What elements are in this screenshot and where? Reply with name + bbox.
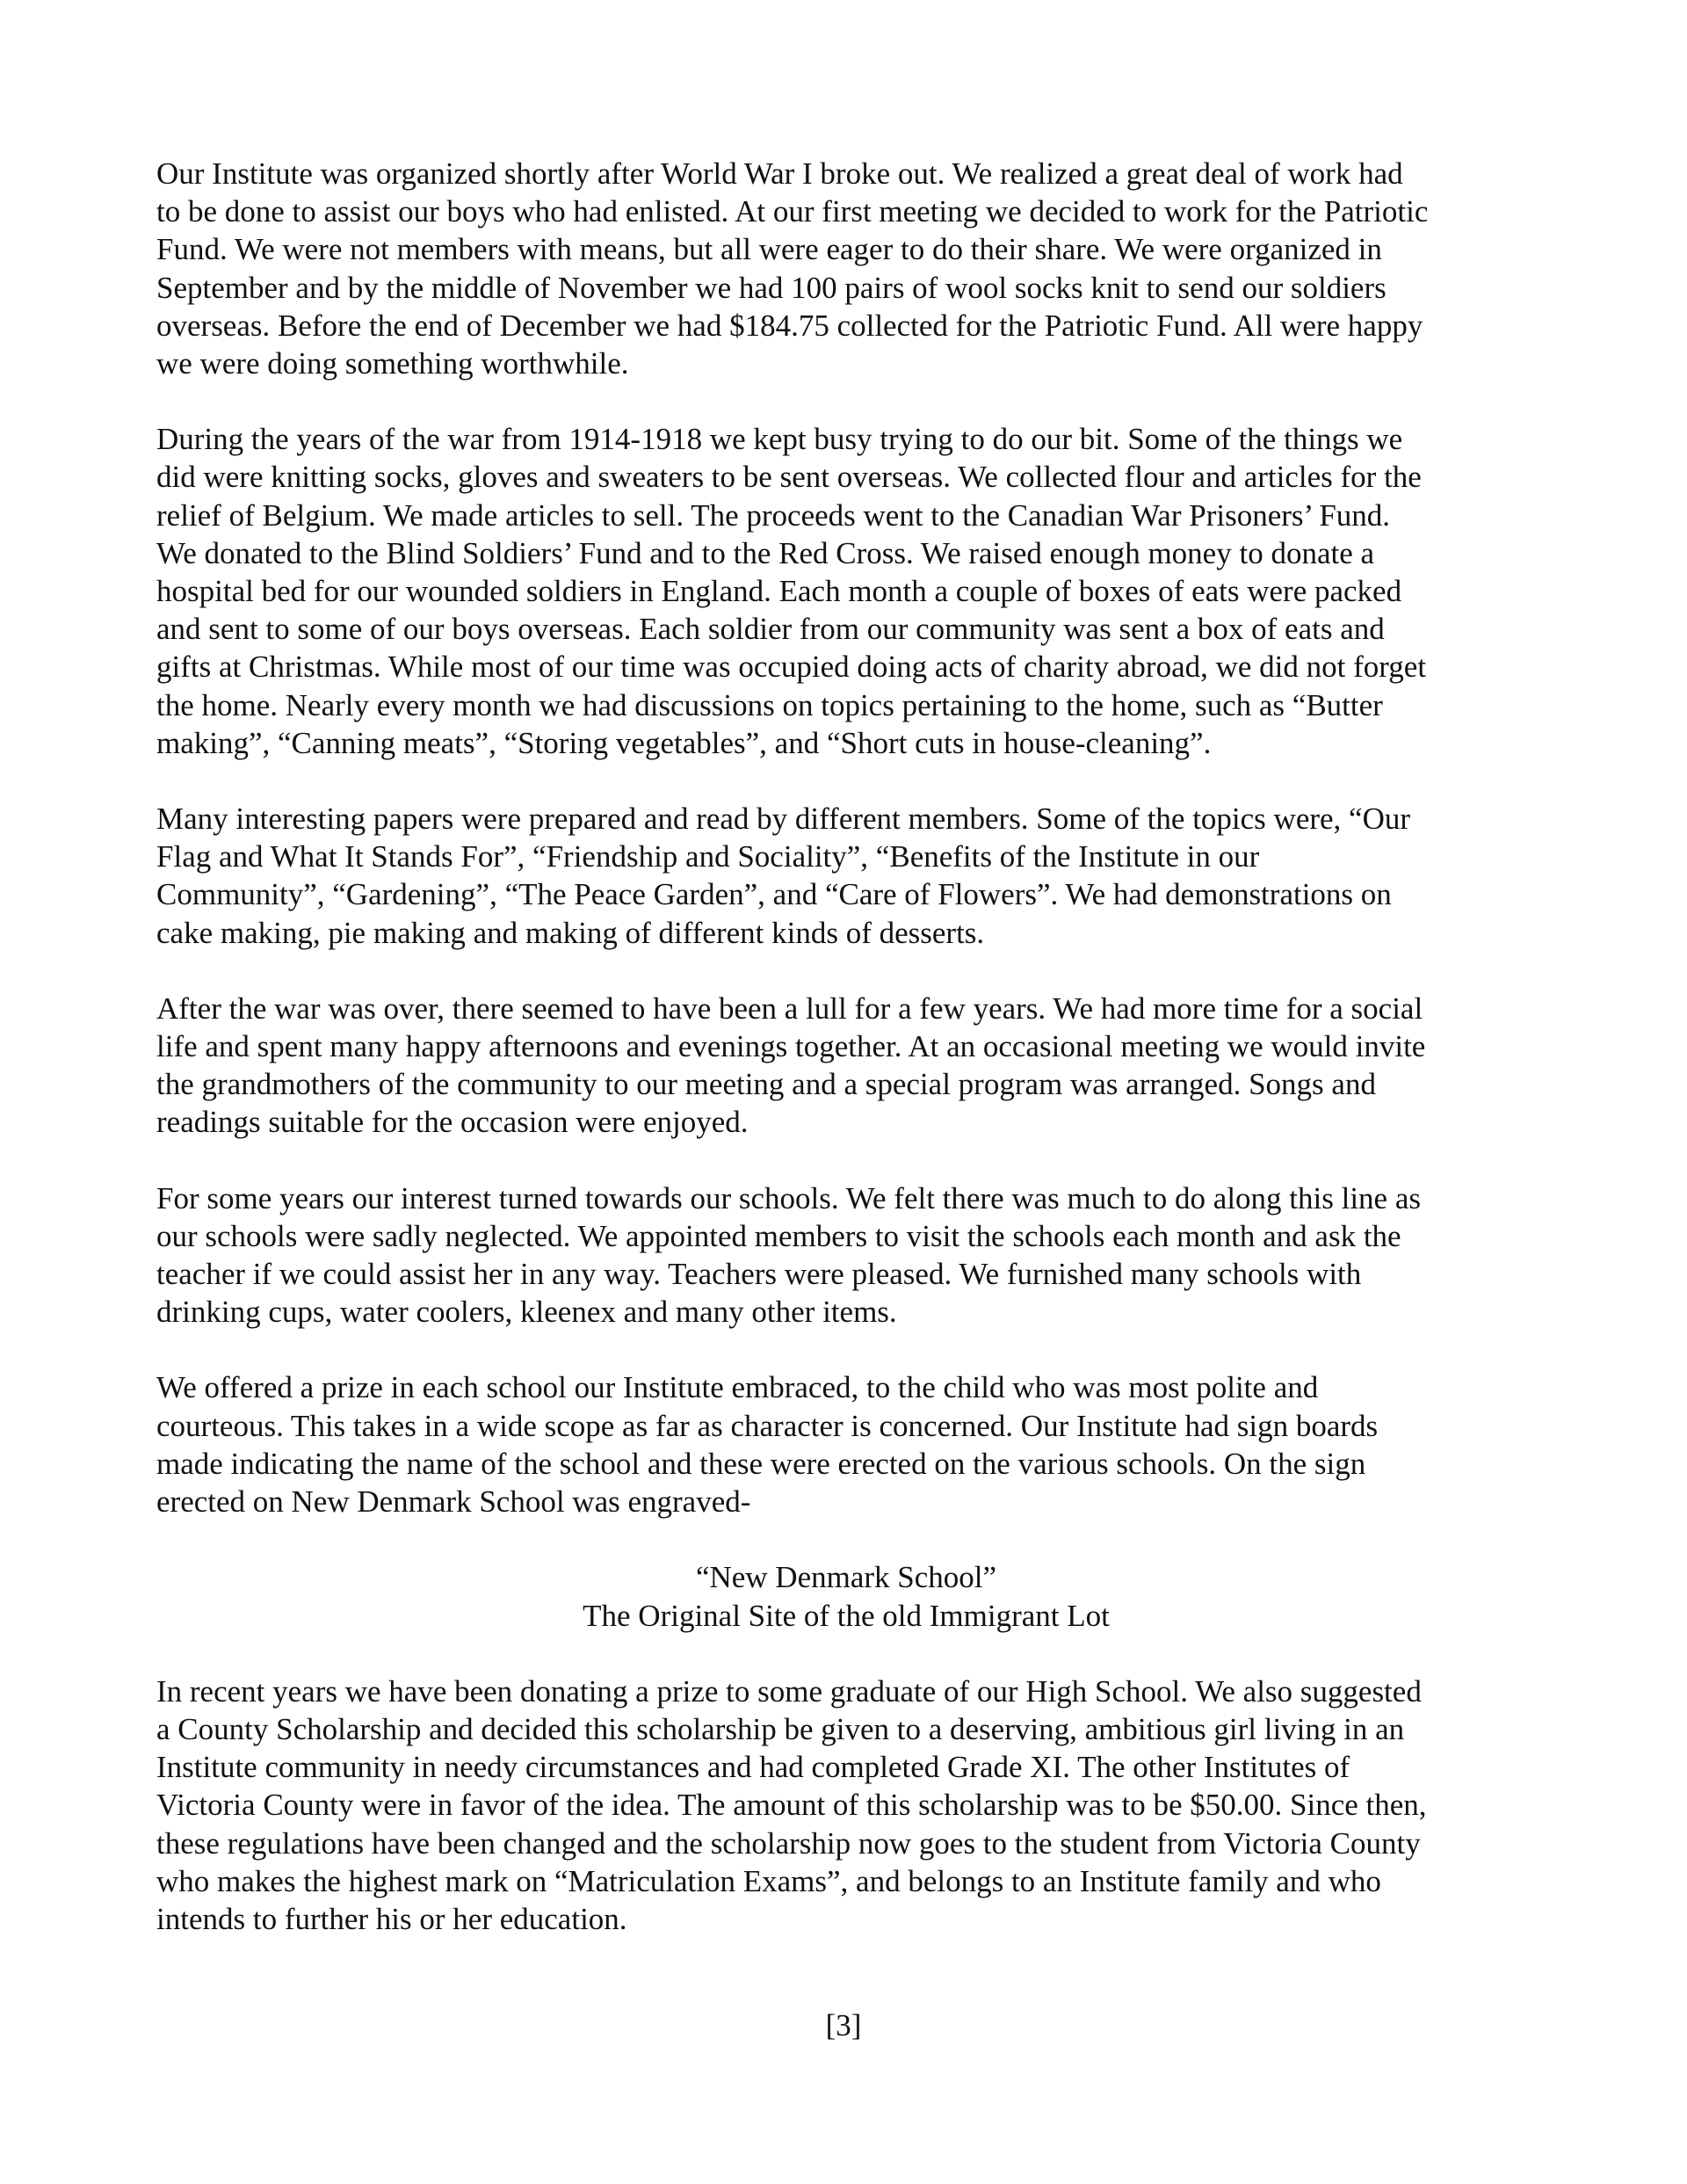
paragraph-papers: Many interesting papers were prepared and read by different members. Some of the topics were, “Our Flag and What It Stands For”, “Friendship and Sociality”, “Benefits of the Institute in our Community”, “Gardening”, “The Peace Garden”, and “Care of Flowers”. We had demonstrations on cake making, pie making and making of different kinds of desserts. bbox=[156, 802, 1411, 950]
sign-line-site: The Original Site of the old Immigrant Lot bbox=[583, 1598, 1110, 1633]
sign-line-school-name: “New Denmark School” bbox=[695, 1560, 997, 1595]
paragraph-organization: Our Institute was organized shortly after World War I broke out. We realized a great deal of work had to be done to assist our boys who had enlisted. At our first meeting we decided to work for the Patriotic Fund. We were not members with means, but all were eager to do their share. We were organized in September and by the middle of November we had 100 pairs of wool socks knit to send our soldiers overseas. Before the end of December we had $184.75 collected for the Patriotic Fund. All were happy we were doing something worthwhile. bbox=[156, 156, 1429, 381]
page-number: [3] bbox=[825, 2008, 862, 2043]
paragraph-scholarship: In recent years we have been donating a prize to some graduate of our High School. We also suggested a County Scholarship and decided this scholarship be given to a deserving, ambitious girl living in an Institute community in needy circumstances and had completed Grade XI. The other Institutes of Victoria County were in favor of the idea. The amount of this scholarship was to be $50.00. Since then, these regulations have been changed and the scholarship now goes to the student from Victoria County who makes the highest mark on “Matriculation Exams”, and belongs to an Institute family and who intends to further his or her education. bbox=[156, 1673, 1427, 1936]
paragraph-schools: For some years our interest turned towards our schools. We felt there was much to do along this line as our schools were sadly neglected. We appointed members to visit the schools each month and ask the teacher if we could assist her in any way. Teachers were pleased. We furnished many schools with drinking cups, water coolers, kleenex and many other items. bbox=[156, 1180, 1421, 1330]
document-body bbox=[156, 155, 1536, 1976]
paragraph-prize: We offered a prize in each school our Institute embraced, to the child who was most polite and courteous. This takes in a wide scope as far as character is concerned. Our Institute had sign boards made indicating the name of the school and these were erected on the various schools. On the sign erected on New Denmark School was engraved- bbox=[156, 1370, 1379, 1520]
paragraph-war-years: During the years of the war from 1914-1918 we kept busy trying to do our bit. Some of the things we did were knitting socks, gloves and sweaters to be sent overseas. We collected flour and articles for the relief of Belgium. We made articles to sell. The proceeds went to the Canadian War Prisoners’ Fund. We donated to the Blind Soldiers’ Fund and to the Red Cross. We raised enough money to donate a hospital bed for our wounded soldiers in England. Each month a couple of boxes of eats were packed and sent to some of our boys overseas. Each soldier from our community was sent a box of eats and gifts at Christmas. While most of our time was occupied doing acts of charity abroad, we did not forget the home. Nearly every month we had discussions on topics pertaining to the home, such as “Butter making”, “Canning meats”, “Storing vegetables”, and “Short cuts in house-cleaning”. bbox=[156, 422, 1427, 760]
paragraph-after-war: After the war was over, there seemed to have been a lull for a few years. We had more time for a social life and spent many happy afternoons and evenings together. At an occasional meeting we would invite the grandmothers of the community to our meeting and a special program was arranged. Songs and readings suitable for the occasion were enjoyed. bbox=[156, 990, 1426, 1140]
sign-inscription bbox=[156, 1558, 1536, 1634]
